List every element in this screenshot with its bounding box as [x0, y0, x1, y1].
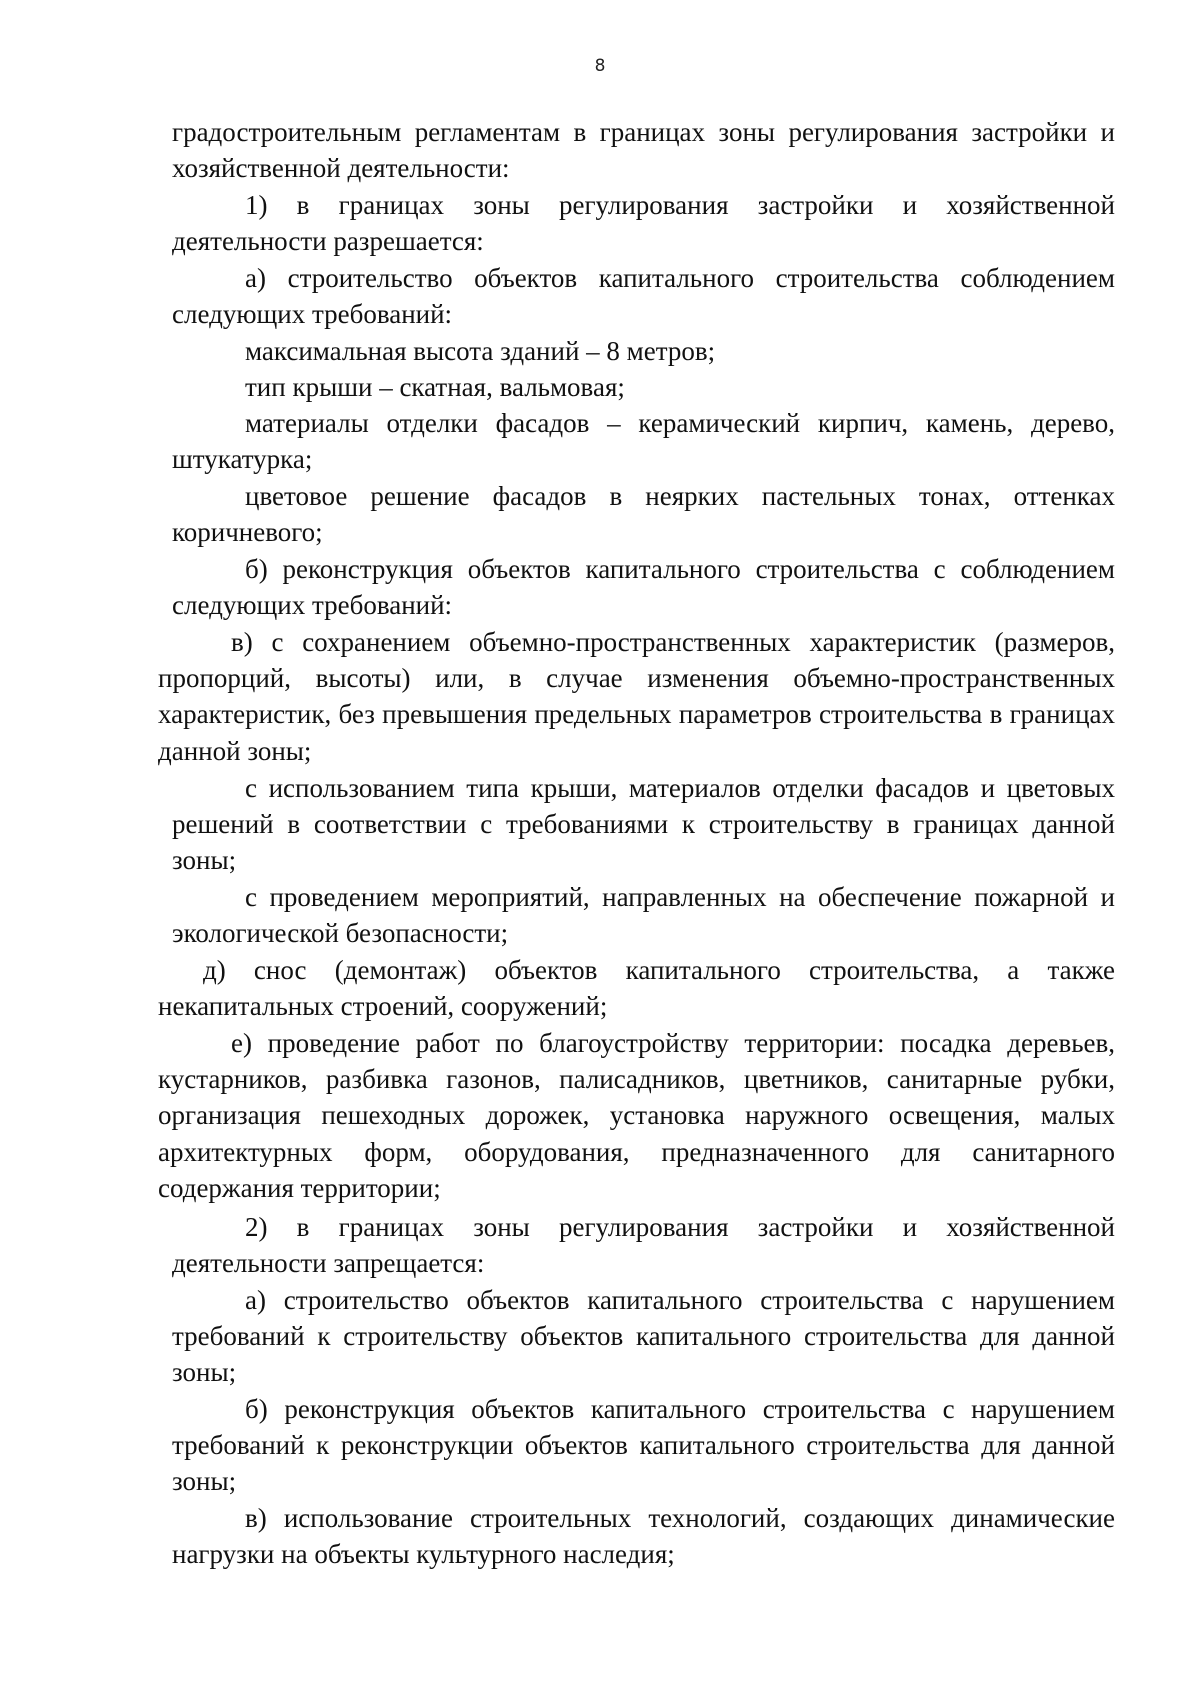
paragraph-item-1v: в) с сохранением объемно-пространственных характеристик (размеров, пропорций, высоты) или, в случае изменения объемно-пространственных характеристик, без превышения предельных параметров строительства в границах данной зоны; — [158, 627, 1115, 766]
paragraph-fire-ecology-safety: с проведением мероприятий, направленных на обеспечение пожарной и экологической безопасности; — [172, 882, 1115, 949]
paragraph-item-1b: б) реконструкция объектов капитального строительства с соблюдением следующих требований: — [172, 554, 1115, 621]
paragraph-roof-materials-compliance: с использованием типа крыши, материалов отделки фасадов и цветовых решений в соответствии с требованиями к строительству в границах данной зоны; — [172, 773, 1115, 876]
paragraph-item-1a: а) строительство объектов капитального строительства соблюдением следующих требований: — [172, 263, 1115, 330]
paragraph-item-2: 2) в границах зоны регулирования застройки и хозяйственной деятельности запрещается: — [172, 1212, 1115, 1279]
paragraph-item-1d: д) снос (демонтаж) объектов капитального строительства, а также некапитальных строений, сооружений; — [158, 955, 1115, 1022]
paragraph-roof-type: тип крыши – скатная, вальмовая; — [245, 372, 625, 402]
paragraph-max-height: максимальная высота зданий – 8 метров; — [245, 336, 716, 366]
paragraph-item-1: 1) в границах зоны регулирования застройки и хозяйственной деятельности разрешается: — [172, 190, 1115, 257]
paragraph-facade-color: цветовое решение фасадов в неярких пастельных тонах, оттенках коричневого; — [172, 481, 1115, 548]
paragraph-item-2v: в) использование строительных технологий, создающих динамические нагрузки на объекты культурного наследия; — [172, 1503, 1115, 1570]
page-number: 8 — [594, 56, 606, 76]
paragraph-item-2b: б) реконструкция объектов капитального строительства с нарушением требований к реконструкции объектов капитального строительства для данной зоны; — [172, 1394, 1115, 1497]
paragraph-item-1e: е) проведение работ по благоустройству территории: посадка деревьев, кустарников, разбивка газонов, палисадников, цветников, санитарные рубки, организация пешеходных дорожек, установка наружного освещения, малых архитектурных форм, оборудования, предназначенного для санитарного содержания территории; — [158, 1028, 1115, 1203]
paragraph-item-2a: а) строительство объектов капитального строительства с нарушением требований к строительству объектов капитального строительства для данной зоны; — [172, 1285, 1115, 1388]
paragraph-intro: градостроительным регламентам в границах зоны регулирования застройки и хозяйственной деятельности: — [172, 117, 1115, 184]
paragraph-facade-materials: материалы отделки фасадов – керамический кирпич, камень, дерево, штукатурка; — [172, 408, 1115, 475]
